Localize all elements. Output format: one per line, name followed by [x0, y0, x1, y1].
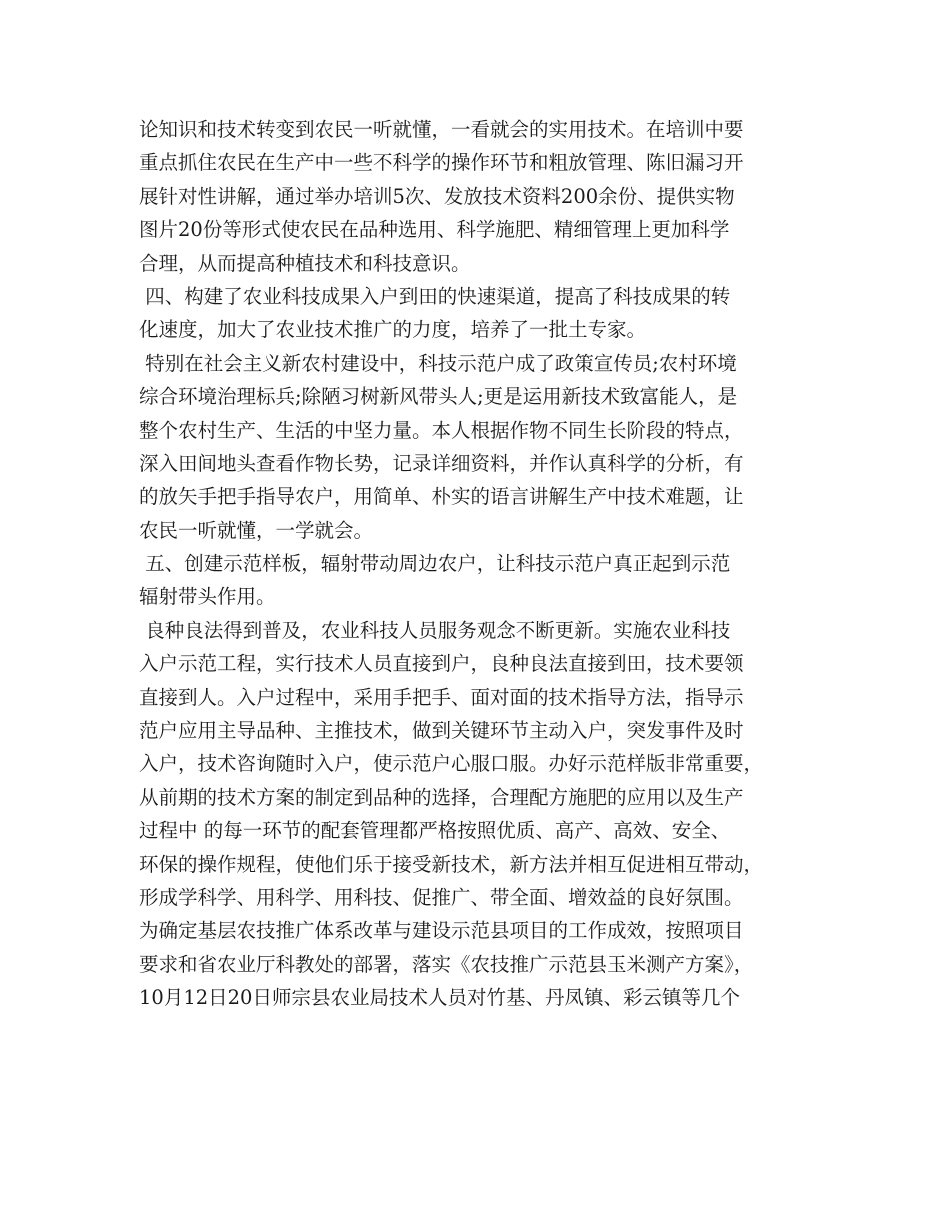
text-line: 要求和省农业厅科教处的部署，落实《农技推广示范县玉米测产方案》，: [139, 952, 754, 976]
text-line: 直接到人。入户过程中，采用手把手、面对面的技术指导方法，指导示: [139, 685, 744, 709]
section-heading-five: 五、创建示范样板，辐射带动周边农户，让科技示范户真正起到示范: [139, 552, 731, 576]
text-line: 综合环境治理标兵;除陋习树新风带头人;更是运用新技术致富能人，是: [139, 385, 738, 409]
section-heading-four: 四、构建了农业科技成果入户到田的快速渠道，提高了科技成果的转: [139, 284, 731, 308]
text-line: 10月12日20日师宗县农业局技术人员对竹基、丹凤镇、彩云镇等几个: [139, 986, 740, 1010]
text-line: 范户应用主导品种、主推技术，做到关键环节主动入户，突发事件及时: [139, 719, 744, 743]
text-line: 形成学科学、用科学、用科技、促推广、带全面、增效益的良好氛围。: [139, 885, 744, 909]
text-line: 过程中 的每一环节的配套管理都严格按照优质、高产、高效、安全、: [139, 819, 731, 843]
text-line: 良种良法得到普及，农业科技人员服务观念不断更新。实施农业科技: [139, 618, 731, 642]
text-line: 从前期的技术方案的制定到品种的选择，合理配方施肥的应用以及生产: [139, 785, 744, 809]
text-line: 辐射带头作用。: [139, 585, 276, 609]
text-line: 整个农村生产、生活的中坚力量。本人根据作物不同生长阶段的特点，: [139, 418, 744, 442]
text-line: 论知识和技术转变到农民一听就懂，一看就会的实用技术。在培训中要: [139, 118, 744, 141]
text-line: 环保的操作规程，使他们乐于接受新技术，新方法并相互促进相互带动，: [139, 852, 764, 876]
text-line: 的放矢手把手指导农户，用简单、朴实的语言讲解生产中技术难题，让: [139, 485, 744, 509]
text-line: 特别在社会主义新农村建设中，科技示范户成了政策宣传员;农村环境: [139, 351, 737, 375]
text-line: 重点抓住农民在生产中一些不科学的操作环节和粗放管理、陈旧漏习开: [139, 151, 744, 175]
document-body: [139, 113, 829, 1015]
text-line: 深入田间地头查看作物长势，记录详细资料，并作认真科学的分析，有: [139, 451, 744, 475]
text-line: 入户，技术咨询随时入户，使示范户心服口服。办好示范样版非常重要，: [139, 752, 764, 776]
text-line: 为确定基层农技推广体系改革与建设示范县项目的工作成效，按照项目: [139, 919, 744, 943]
text-line: 合理，从而提高种植技术和科技意识。: [139, 251, 471, 275]
text-line: 图片20份等形式使农民在品种选用、科学施肥、精细管理上更加科学: [139, 218, 730, 242]
text-line: 农民一听就懂，一学就会。: [139, 518, 374, 542]
text-line: 展针对性讲解，通过举办培训5次、发放技术资料200余份、提供实物: [139, 184, 735, 208]
text-line: 化速度，加大了农业技术推广的力度，培养了一批土专家。: [139, 318, 647, 342]
text-line: 入户示范工程，实行技术人员直接到户，良种良法直接到田，技术要领: [139, 652, 744, 676]
